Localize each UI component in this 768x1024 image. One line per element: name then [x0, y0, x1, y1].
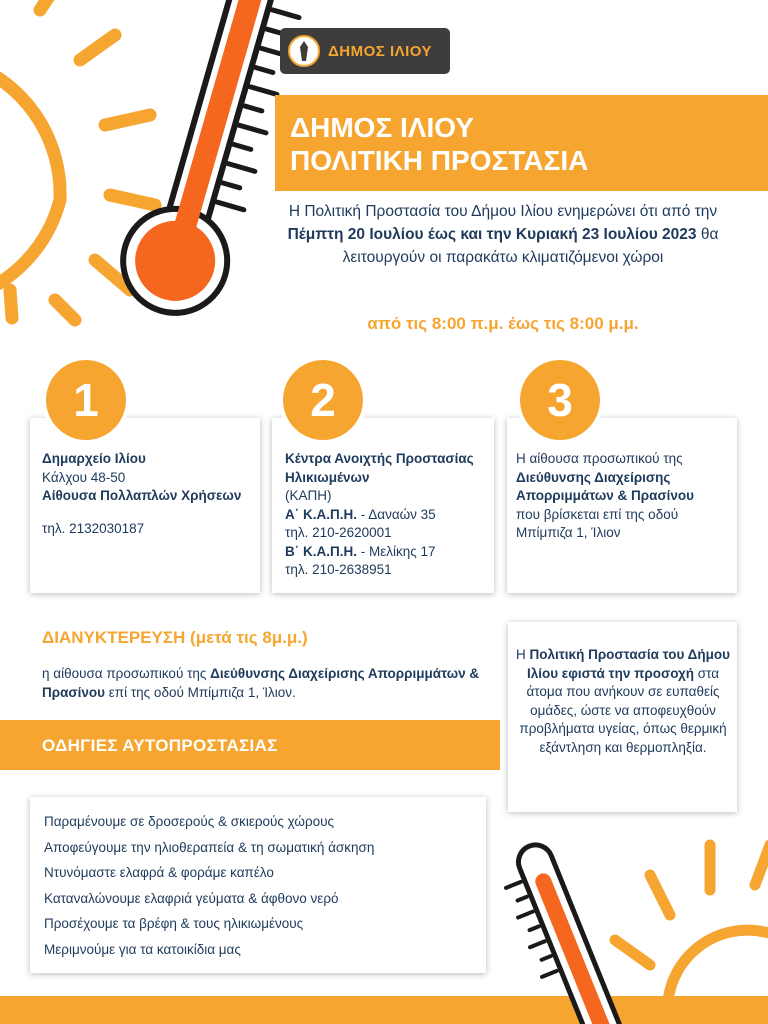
location-3-dept: Διεύθυνσης Διαχείρισης Απορριμμάτων & Πρασίνου: [516, 469, 695, 503]
overnight-text: [42, 664, 492, 702]
guidelines-list: [30, 797, 486, 962]
guideline-item: Ντυνόμαστε ελαφρά & φοράμε καπέλο: [44, 865, 274, 880]
location-text-1: [42, 450, 254, 538]
location-2a-phone: τηλ. 210-2620001: [285, 525, 392, 540]
municipality-logo: [280, 28, 450, 74]
location-2-name: Κέντρα Ανοιχτής Προστασίας Ηλικιωμένων: [285, 451, 474, 485]
guideline-item: Καταναλώνουμε ελαφριά γεύματα & άφθονο νερό: [44, 890, 339, 906]
warning-bold: Πολιτική Προστασία του Δήμου Ιλίου εφιστά την προσοχή: [526, 647, 730, 681]
guideline-item: Αποφεύγουμε την ηλιοθεραπεία & τη σωματική άσκηση: [44, 839, 375, 855]
intro-text-part1: Η Πολιτική Προστασία του Δήμου Ιλίου ενημερώνει ότι από την: [288, 203, 718, 220]
overnight-dept: Διεύθυνσης Διαχείρισης Απορριμμάτων & Πρασίνου: [42, 666, 480, 700]
location-2a-address: - Δαναών 35: [357, 506, 436, 522]
intro-text-part2: θα λειτουργούν οι παρακάτω κλιματιζόμενοι χώροι: [342, 226, 719, 266]
overnight-text-part1: η αίθουσα προσωπικού της: [42, 666, 211, 681]
opening-hours: από τις 8:00 π.μ. έως τις 8:00 μ.μ.: [367, 314, 639, 333]
location-1-address: Κάλχου 48-50: [42, 469, 126, 485]
location-number-1: 1: [46, 360, 126, 440]
overnight-text-part2: επί της οδού Μπίμπιζα 1, Ίλιον.: [105, 685, 296, 700]
guideline-item: Προσέχουμε τα βρέφη & τους ηλικιωμένους: [44, 916, 304, 931]
seal-icon: [288, 35, 320, 67]
location-2b-address: - Μελίκης 17: [357, 543, 436, 559]
location-text-3: [516, 450, 731, 543]
guidelines-title: ΟΔΗΓΙΕΣ ΑΥΤΟΠΡΟΣΤΑΣΙΑΣ: [42, 736, 278, 755]
location-1-room: Αίθουσα Πολλαπλών Χρήσεων: [42, 488, 242, 503]
intro-text: [268, 200, 738, 269]
location-number-2: 2: [283, 360, 363, 440]
guidelines-box: [30, 797, 486, 973]
header-title-line2: ΠΟΛΙΤΙΚΗ ΠΡΟΣΤΑΣΙΑ: [290, 145, 589, 176]
location-number-3: 3: [520, 360, 600, 440]
warning-text-part1: Η: [516, 647, 530, 662]
location-3-text2: που βρίσκεται επί της οδού Μπίμπιζα 1, Ίλιον: [516, 506, 679, 540]
location-3-text1: Η αίθουσα προσωπικού της: [516, 451, 683, 466]
logo-text: ΔΗΜΟΣ ΙΛΙΟΥ: [328, 42, 433, 60]
warning-text: [513, 646, 733, 757]
overnight-title: ΔΙΑΝΥΚΤΕΡΕΥΣΗ (μετά τις 8μ.μ.): [42, 628, 308, 647]
location-2b-phone: τηλ. 210-2638951: [285, 562, 392, 577]
intro-dates: Πέμπτη 20 Ιουλίου έως και την Κυριακή 23 Ιουλίου 2023: [287, 226, 697, 243]
warning-text-part2: στα άτομα που ανήκουν σε ευπαθείς ομάδες, ώστε να αποφευχθούν προβλήματα υγείας, όπως θερμική εξάντληση και θερμοπληξία.: [519, 665, 727, 755]
location-2a-label: Α΄ Κ.Α.Π.Η.: [285, 506, 357, 522]
location-text-2: [285, 450, 490, 580]
location-1-phone: τηλ. 2132030187: [42, 520, 145, 536]
header-title-line1: ΔΗΜΟΣ ΙΛΙΟΥ: [290, 112, 474, 143]
thermometer-icon: [510, 820, 620, 1024]
location-2-abbr: (ΚΑΠΗ): [285, 488, 332, 503]
thermometer-icon: [95, 0, 255, 320]
location-1-name: Δημαρχείο Ιλίου: [42, 451, 146, 466]
guideline-item: Μεριμνούμε για τα κατοικίδια μας: [44, 941, 241, 957]
guideline-item: Παραμένουμε σε δροσερούς & σκιερούς χώρους: [44, 814, 335, 829]
location-2b-label: Β΄ Κ.Α.Π.Η.: [285, 543, 357, 559]
